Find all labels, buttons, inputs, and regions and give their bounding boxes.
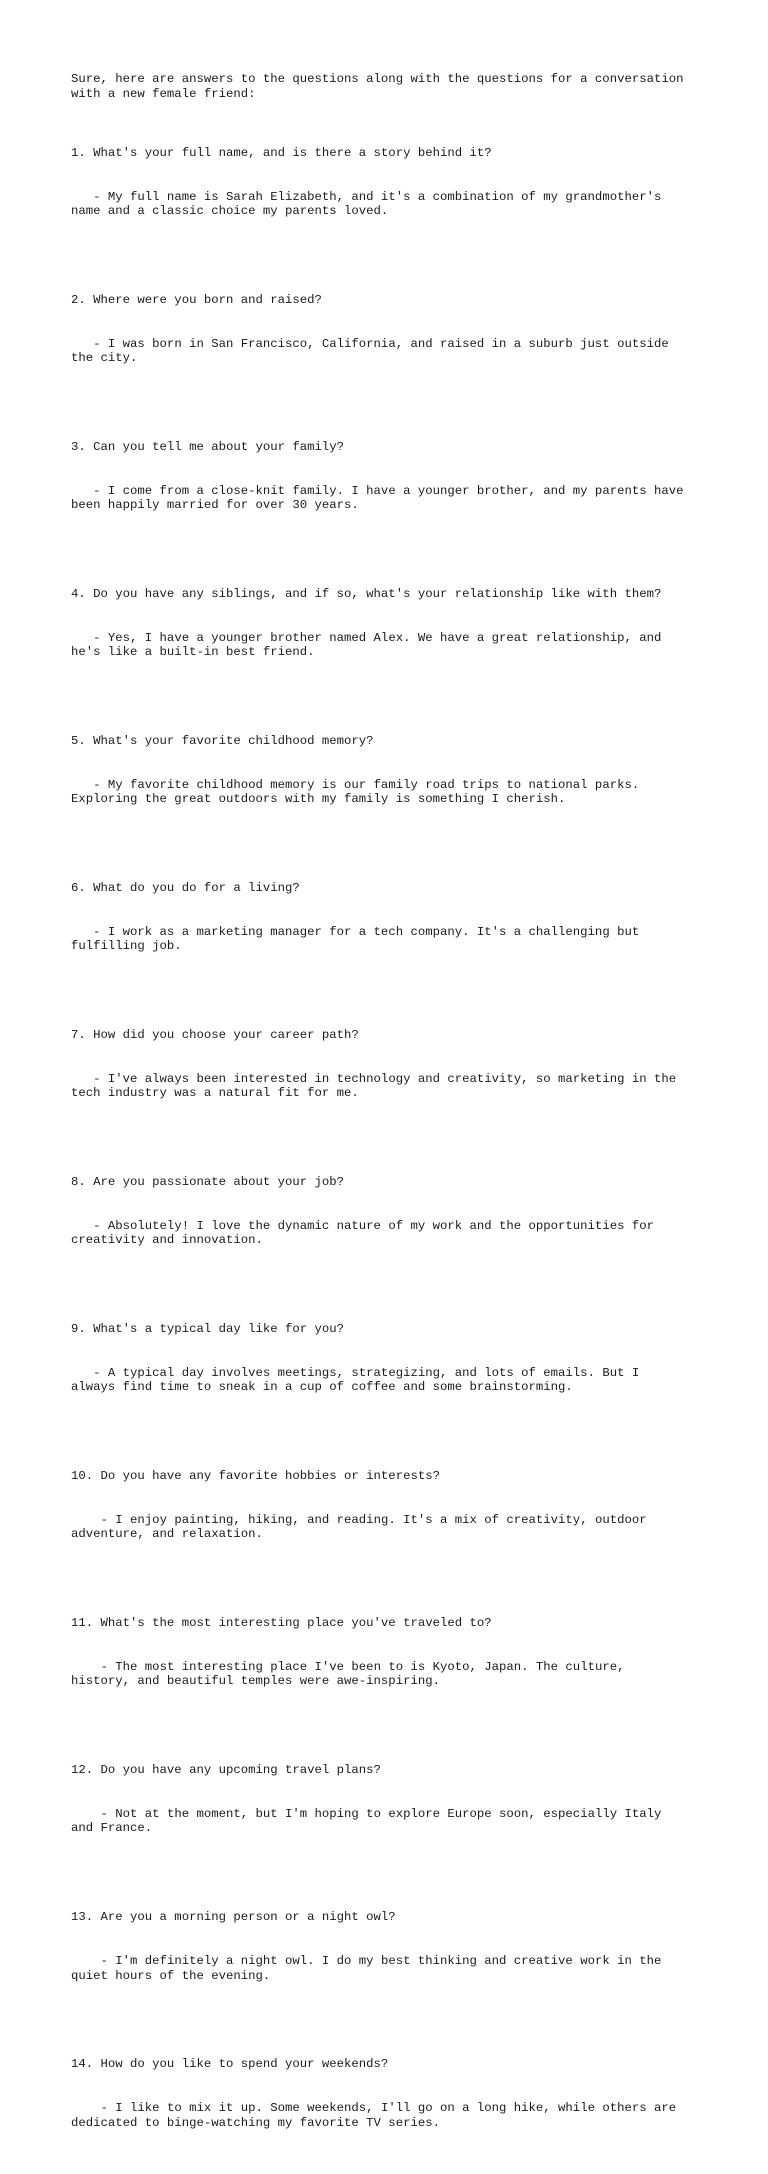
- answer: - Absolutely! I love the dynamic nature of my work and the opportunities for creativity and innovation.: [71, 1218, 654, 1248]
- qa-item: [71, 1292, 711, 1424]
- qa-item: [71, 1145, 711, 1277]
- question: 14. How do you like to spend your weekends?: [71, 2056, 389, 2071]
- qa-item: [71, 2027, 711, 2159]
- intro-paragraph: Sure, here are answers to the questions along with the questions for a conversation with a new female friend:: [71, 72, 684, 101]
- answer: - I was born in San Francisco, California, and raised in a suburb just outside the city.: [71, 336, 669, 366]
- question: 9. What's a typical day like for you?: [71, 1321, 345, 1336]
- question: 4. Do you have any siblings, and if so, what's your relationship like with them?: [71, 586, 662, 601]
- qa-item: [71, 557, 711, 689]
- answer: - My full name is Sarah Elizabeth, and it's a combination of my grandmother's name and a classic choice my parents loved.: [71, 189, 662, 219]
- qa-item: [71, 1586, 711, 1718]
- question: 3. Can you tell me about your family?: [71, 439, 345, 454]
- answer: - I'm definitely a night owl. I do my best thinking and creative work in the quiet hours of the evening.: [71, 1953, 662, 1983]
- answer: - Yes, I have a younger brother named Alex. We have a great relationship, and he's like a built-in best friend.: [71, 630, 662, 660]
- qa-item: [71, 851, 711, 983]
- qa-item: [71, 1880, 711, 2012]
- answer: - My favorite childhood memory is our family road trips to national parks. Exploring the great outdoors with my family is something I cherish.: [71, 777, 640, 807]
- question: 13. Are you a morning person or a night owl?: [71, 1909, 396, 1924]
- qa-item: [71, 998, 711, 1130]
- answer: - I work as a marketing manager for a tech company. It's a challenging but fulfilling job.: [71, 924, 640, 954]
- answer: - I come from a close-knit family. I have a younger brother, and my parents have been happily married for over 30 years.: [71, 483, 684, 513]
- question: 11. What's the most interesting place you've traveled to?: [71, 1615, 492, 1630]
- qa-item: [71, 1733, 711, 1865]
- qa-item: [71, 263, 711, 395]
- answer: - The most interesting place I've been to is Kyoto, Japan. The culture, history, and beautiful temples were awe-inspiring.: [71, 1659, 625, 1689]
- answer: - I've always been interested in technology and creativity, so marketing in the tech industry was a natural fit for me.: [71, 1071, 677, 1101]
- question: 6. What do you do for a living?: [71, 880, 300, 895]
- question: 8. Are you passionate about your job?: [71, 1174, 345, 1189]
- qa-item: [71, 704, 711, 836]
- qa-item: [71, 410, 711, 542]
- question: 5. What's your favorite childhood memory?: [71, 733, 374, 748]
- question: 7. How did you choose your career path?: [71, 1027, 359, 1042]
- question: 1. What's your full name, and is there a story behind it?: [71, 145, 492, 160]
- answer: - I enjoy painting, hiking, and reading. It's a mix of creativity, outdoor adventure, and relaxation.: [71, 1512, 647, 1542]
- answer: - Not at the moment, but I'm hoping to explore Europe soon, especially Italy and France.: [71, 1806, 662, 1836]
- answer: - I like to mix it up. Some weekends, I'll go on a long hike, while others are dedicated to binge-watching my favorite TV series.: [71, 2100, 677, 2130]
- question: 12. Do you have any upcoming travel plans?: [71, 1762, 381, 1777]
- answer: - A typical day involves meetings, strategizing, and lots of emails. But I always find time to sneak in a cup of coffee and some brainstorming.: [71, 1365, 640, 1395]
- question: 2. Where were you born and raised?: [71, 292, 322, 307]
- qa-item: [71, 116, 711, 248]
- question: 10. Do you have any favorite hobbies or interests?: [71, 1468, 440, 1483]
- document-page: [71, 72, 711, 2174]
- qa-item: [71, 1439, 711, 1571]
